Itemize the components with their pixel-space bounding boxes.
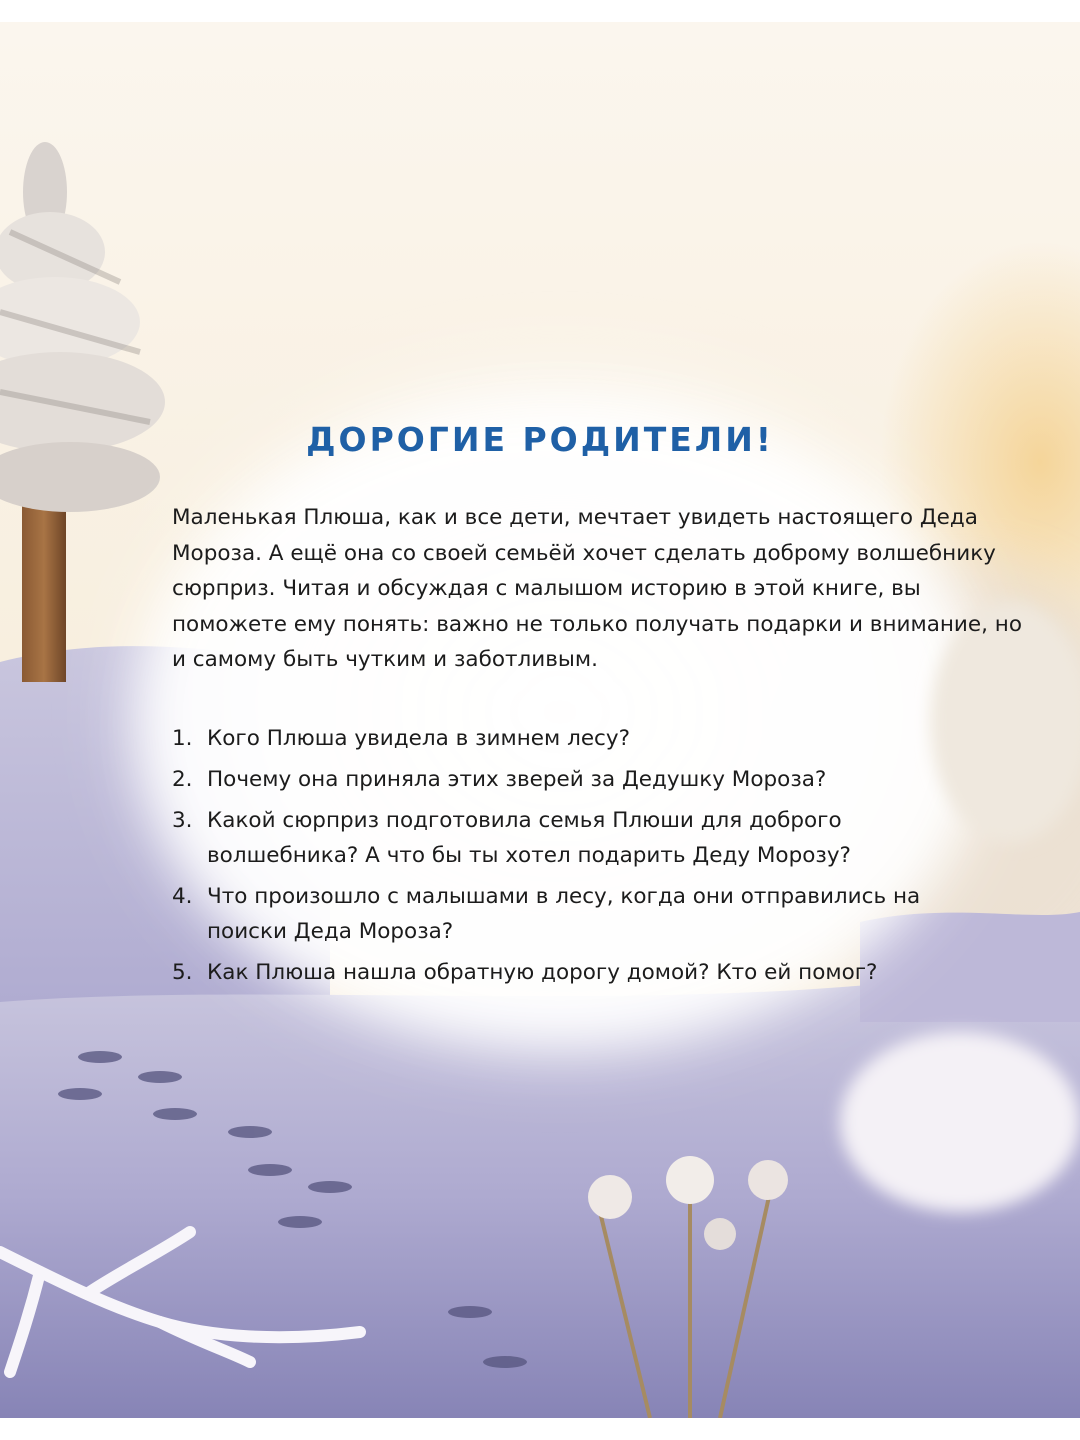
question-text: Какой сюрприз подготовила семья Плюши для доброго волшебника? А что бы ты хотел подарить Деду Морозу? [207,808,851,868]
intro-paragraph: Маленькая Плюша, как и все дети, мечтает увидеть настоящего Деда Мороза. А ещё она со своей семьёй хочет сделать доброму волшебнику сюрприз. Читая и обсуждая с малышом историю в этой книге, вы поможете ему понять: важно не только получать подарки и внимание, но и самому быть чутким и заботливым. [172,505,1023,672]
question-text: Кого Плюша увидела в зимнем лесу? [207,726,630,751]
question-item [172,803,972,873]
questions-list [172,721,972,996]
question-number: 2. [172,767,193,792]
page-title: ДОРОГИЕ РОДИТЕЛИ! [306,420,774,459]
question-text: Как Плюша нашла обратную дорогу домой? Кто ей помог? [207,960,878,985]
question-number: 4. [172,884,193,909]
question-item [172,721,972,756]
winter-illustration [0,22,1080,1418]
winter-forest-background [0,22,1080,1418]
question-text: Почему она приняла этих зверей за Дедушку Мороза? [207,767,827,792]
question-item [172,955,972,990]
question-text: Что произошло с малышами в лесу, когда они отправились на поиски Деда Мороза? [207,884,921,944]
question-number: 1. [172,726,193,751]
question-number: 5. [172,960,193,985]
question-number: 3. [172,808,193,833]
question-item [172,762,972,797]
question-item [172,879,972,949]
